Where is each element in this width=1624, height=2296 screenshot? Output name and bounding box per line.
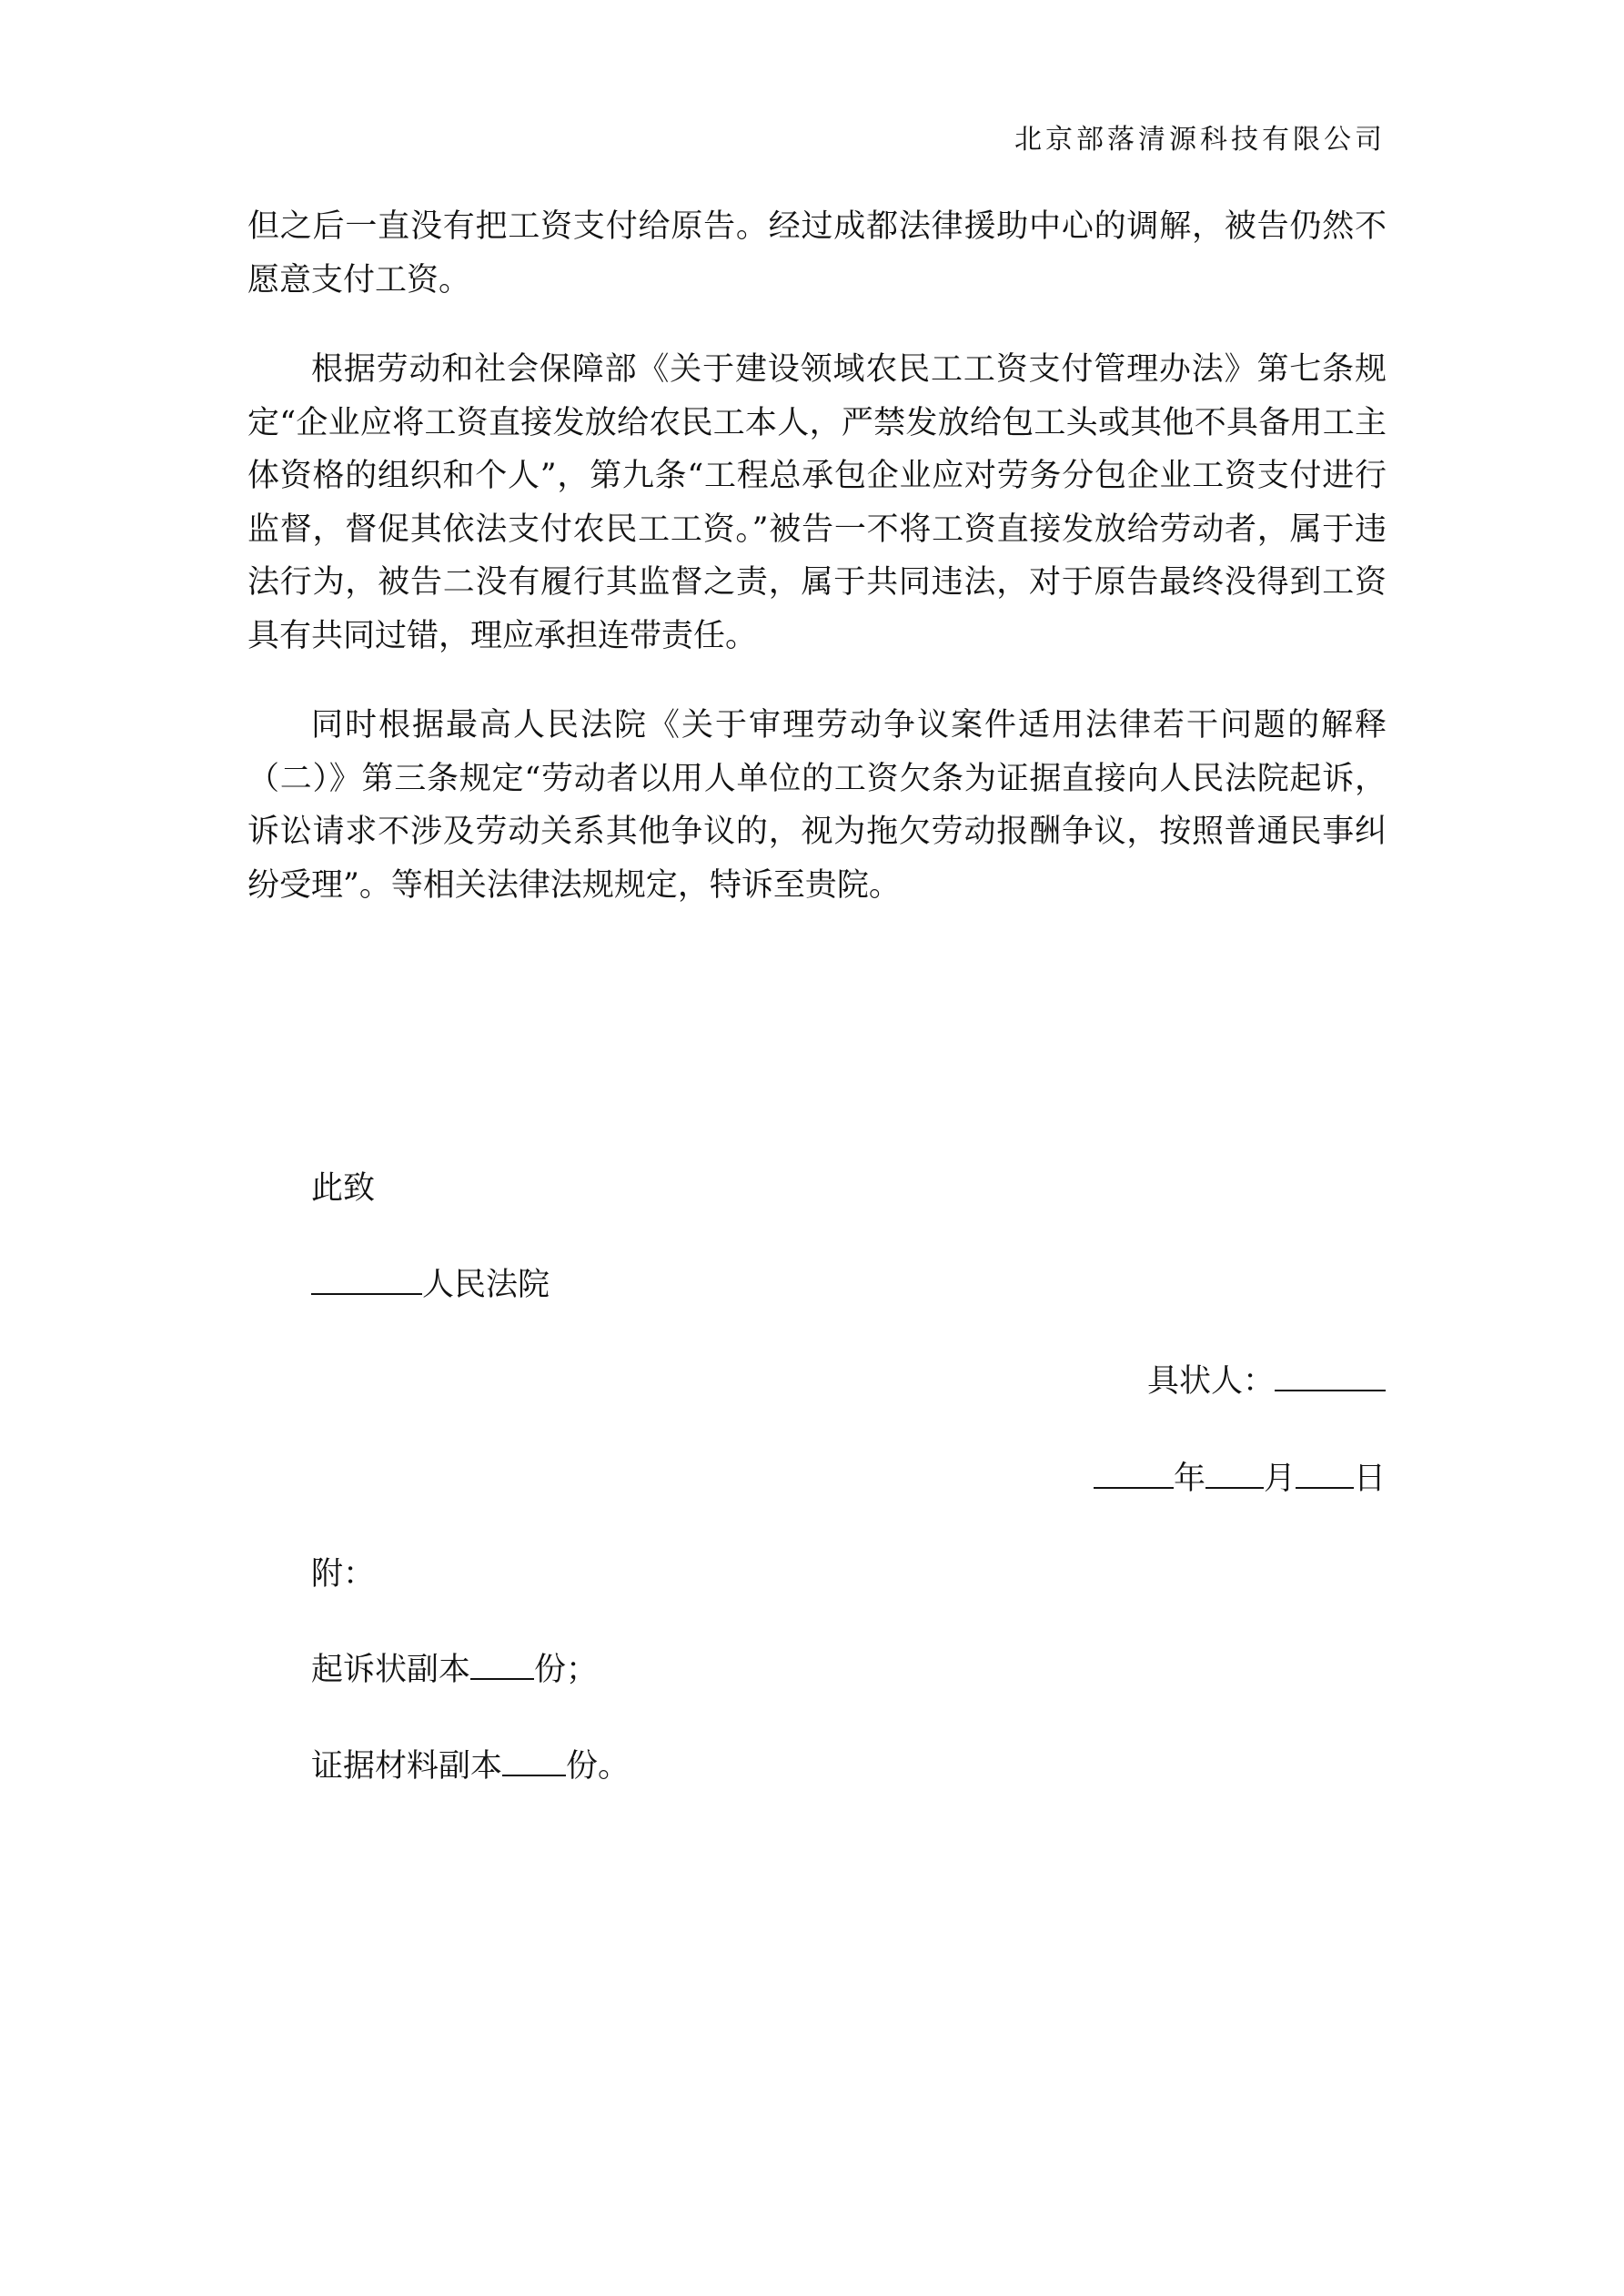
paragraph-3: 同时根据最高人民法院《关于审理劳动争议案件适用法律若干问题的解释（二）》第三条规定“劳动者以用人单位的工资欠条为证据直接向人民法院起诉，诉讼请求不涉及劳动关系其他争议的，视为拖欠劳动报酬争议，按照普通民事纠纷受理”。等相关法律法规规定，特诉至贵院。 — [247, 707, 1387, 904]
signer-blank — [1275, 1360, 1386, 1391]
paragraph-1: 但之后一直没有把工资支付给原告。经过成都法律援助中心的调解，被告仍然不愿意支付工资。 — [247, 208, 1387, 298]
complaint-copies-blank — [470, 1649, 534, 1680]
court-line — [311, 1259, 550, 1305]
evidence-copies-blank — [502, 1745, 566, 1776]
day-blank — [1296, 1458, 1354, 1489]
court-name-blank — [311, 1264, 422, 1295]
evidence-copies-line — [311, 1741, 630, 1786]
court-suffix: 人民法院 — [422, 1267, 550, 1303]
header-company-name: 北京部落清源科技有限公司 — [1014, 124, 1386, 156]
body-text — [247, 200, 1387, 948]
attachments-heading: 附： — [311, 1556, 376, 1593]
month-blank — [1205, 1458, 1264, 1489]
day-label: 日 — [1353, 1461, 1386, 1497]
date-line — [1094, 1453, 1386, 1499]
year-blank — [1094, 1458, 1174, 1489]
salutation: 此致 — [311, 1170, 376, 1207]
signer-line — [1147, 1356, 1386, 1401]
complaint-copies-line — [311, 1644, 598, 1690]
evidence-copies-label: 证据材料副本 — [311, 1748, 503, 1785]
paragraph-2: 根据劳动和社会保障部《关于建设领域农民工工资支付管理办法》第七条规定“企业应将工资直接发放给农民工本人，严禁发放给包工头或其他不具备用工主体资格的组织和个人”，第九条“工程总承包企业应对劳务分包企业工资支付进行监督，督促其依法支付农民工工资。”被告一不将工资直接发放给劳动者，属于违法行为，被告二没有履行其监督之责，属于共同违法，对于原告最终没得到工资具有共同过错，理应承担连带责任。 — [247, 351, 1387, 654]
year-label: 年 — [1173, 1461, 1205, 1497]
month-label: 月 — [1263, 1461, 1296, 1497]
signer-label: 具状人： — [1146, 1363, 1275, 1400]
complaint-copies-label: 起诉状副本 — [311, 1652, 471, 1688]
evidence-copies-suffix: 份。 — [566, 1748, 630, 1785]
complaint-copies-suffix: 份； — [534, 1652, 599, 1688]
